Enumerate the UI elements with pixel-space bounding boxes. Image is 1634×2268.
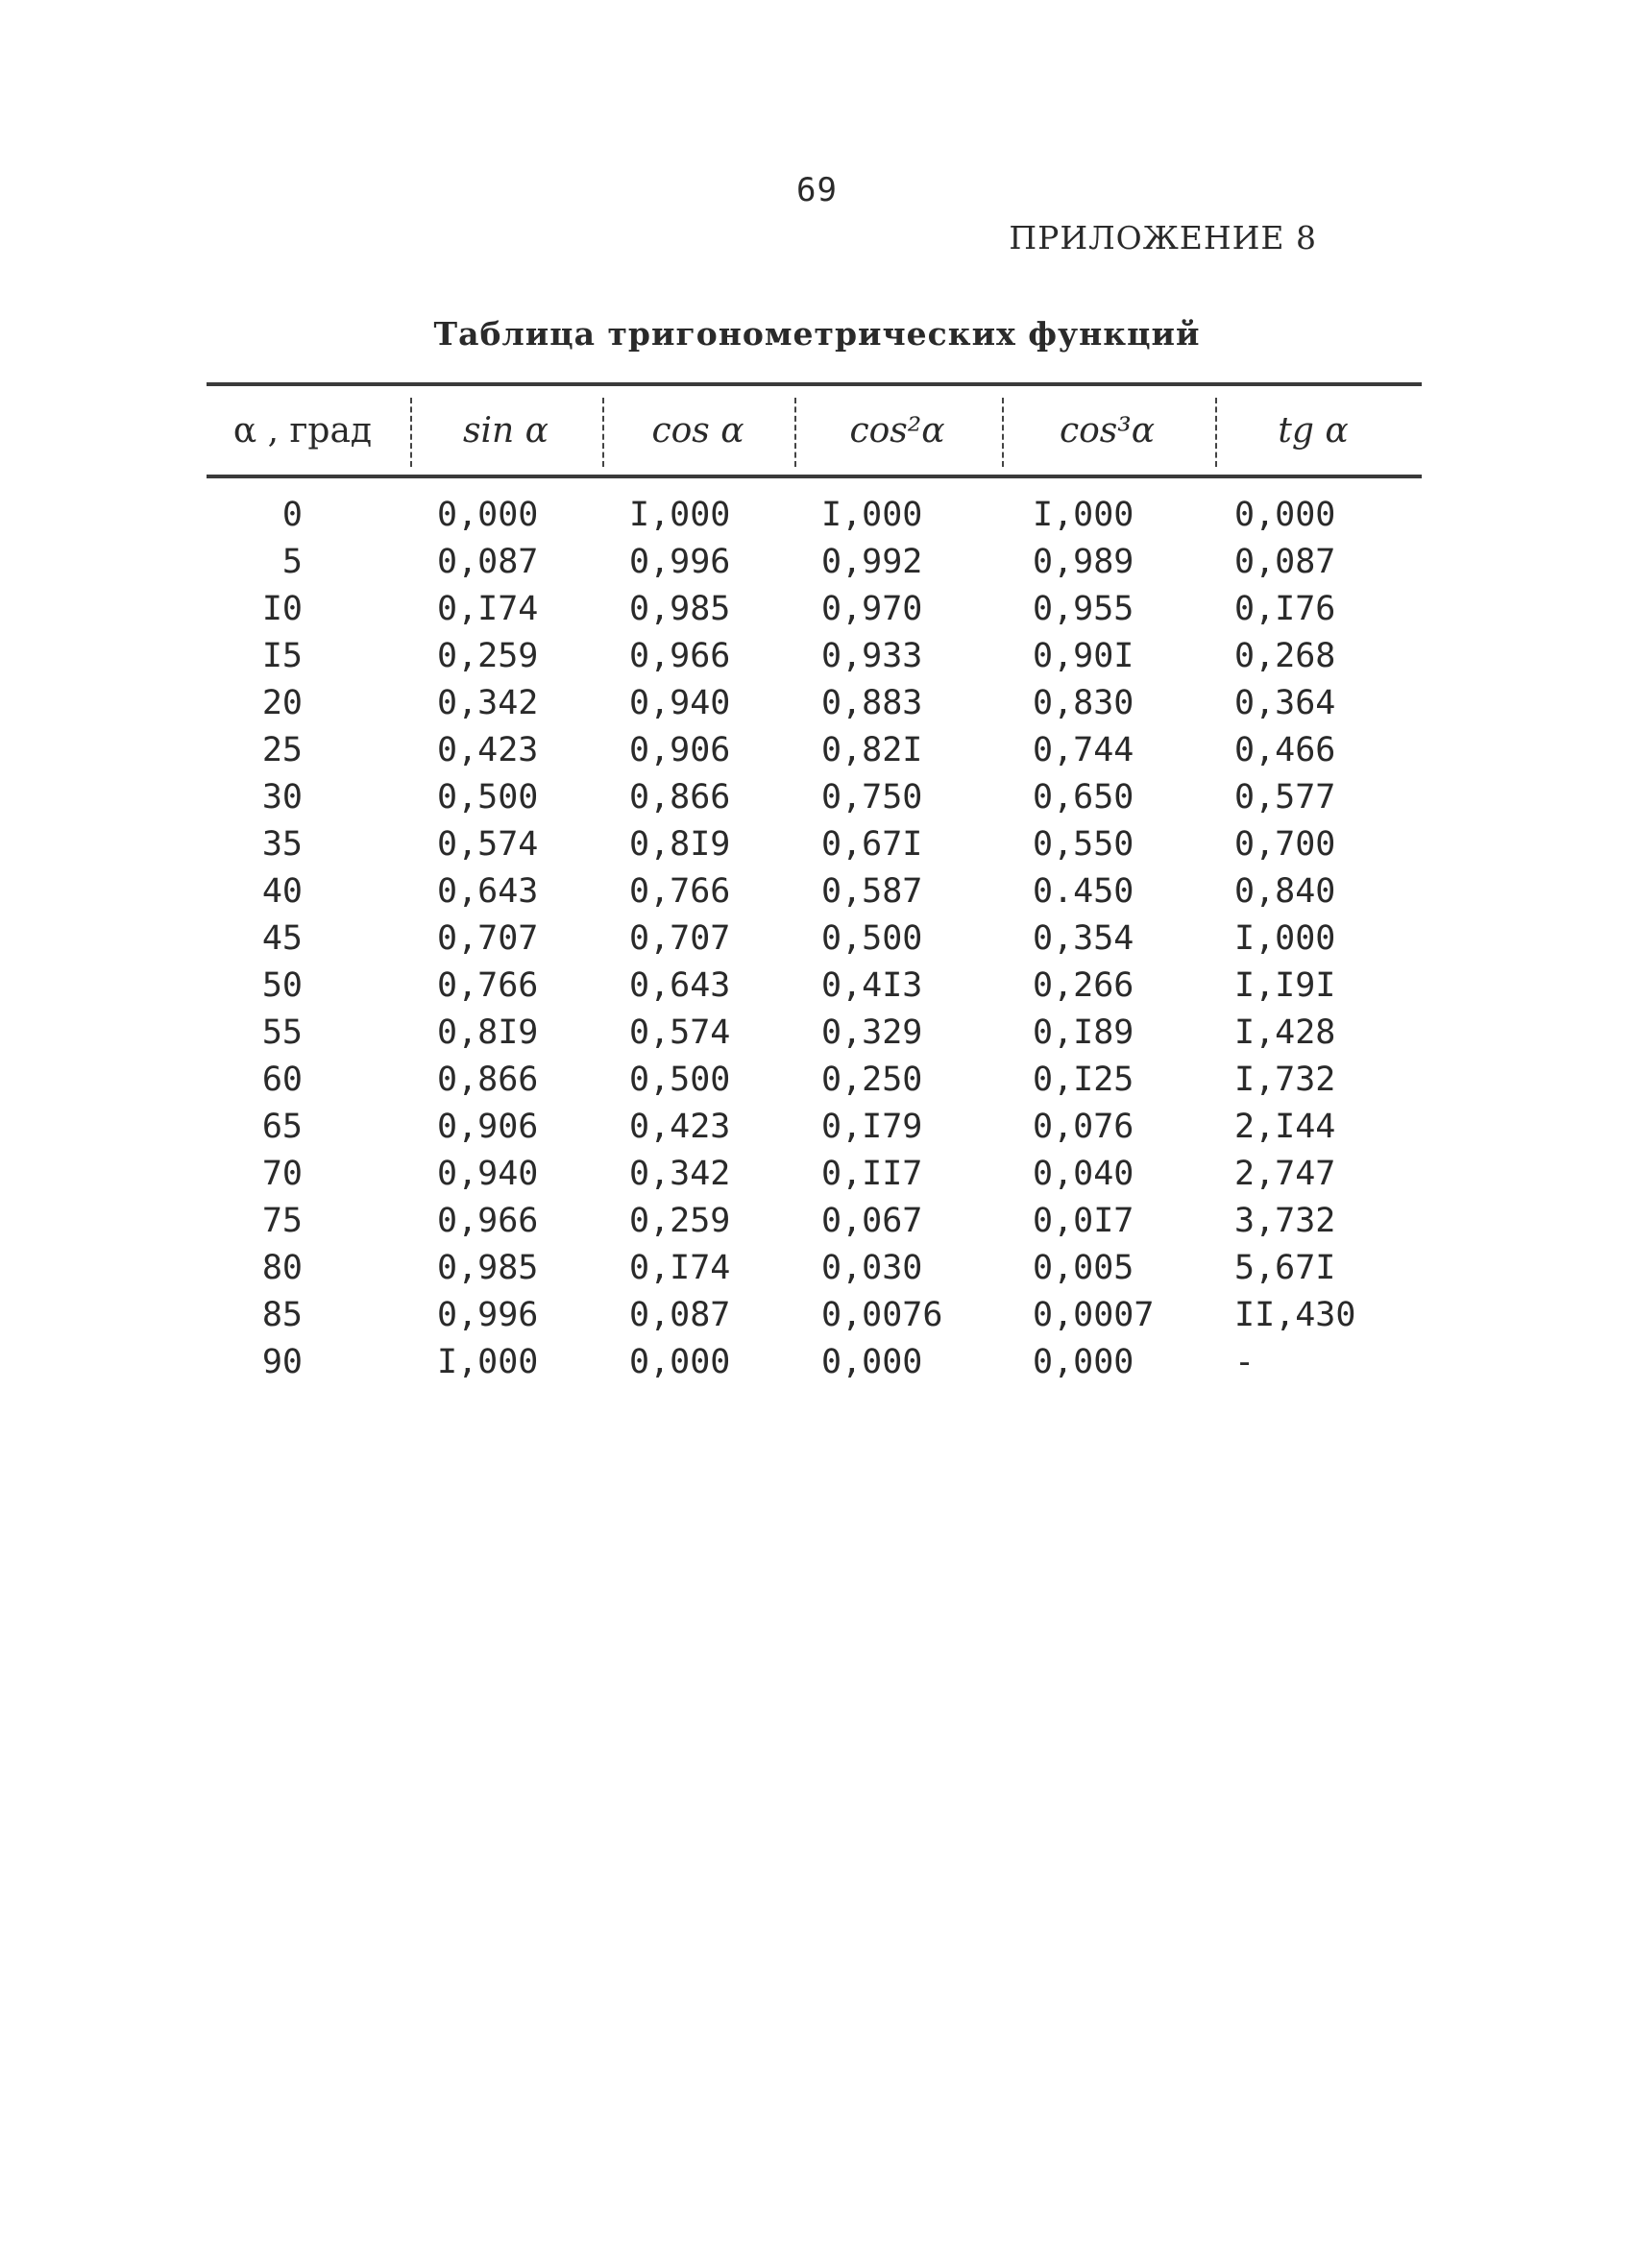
cell-angle: 40 [261, 872, 303, 911]
cell-cos: 0,500 [629, 1061, 731, 1099]
cell-angle: 50 [261, 966, 303, 1005]
table-row [207, 1010, 1422, 1057]
table-header [207, 388, 1422, 473]
cell-cos: 0,940 [629, 684, 731, 722]
cell-cos3: 0,005 [1033, 1249, 1134, 1287]
cell-sin: 0,866 [437, 1061, 539, 1099]
cell-tg: II,430 [1234, 1296, 1356, 1334]
cell-angle: 85 [261, 1296, 303, 1334]
table-row [207, 1151, 1422, 1198]
cell-cos2: 0,933 [821, 637, 923, 675]
table-title: Таблица тригонометрических функций [433, 315, 1201, 353]
cell-cos3: 0,000 [1033, 1343, 1134, 1381]
appendix-label: ПРИЛОЖЕНИЕ 8 [1009, 219, 1317, 256]
cell-sin: 0,8I9 [437, 1013, 539, 1052]
table-row [207, 1245, 1422, 1292]
cell-cos3: 0,040 [1033, 1155, 1134, 1193]
header-tg: tg α [1278, 410, 1349, 451]
header-cos: cos α [651, 410, 744, 451]
table-row [207, 1198, 1422, 1245]
table-row [207, 868, 1422, 915]
table-row [207, 586, 1422, 633]
cell-cos2: 0,992 [821, 543, 923, 581]
table-row [207, 1292, 1422, 1339]
cell-angle: 90 [261, 1343, 303, 1381]
cell-tg: I,732 [1234, 1061, 1336, 1099]
cell-angle: 20 [261, 684, 303, 722]
cell-cos2: 0,030 [821, 1249, 923, 1287]
cell-tg: I,000 [1234, 919, 1336, 958]
cell-cos3: 0,0007 [1033, 1296, 1155, 1334]
table-row [207, 492, 1422, 539]
cell-angle: 35 [261, 825, 303, 864]
cell-cos3: 0,955 [1033, 590, 1134, 628]
cell-cos3: 0,650 [1033, 778, 1134, 817]
cell-cos: 0,8I9 [629, 825, 731, 864]
cell-cos3: 0,550 [1033, 825, 1134, 864]
table-header-rule [207, 475, 1422, 478]
page-number: 69 [796, 171, 838, 209]
cell-cos: 0,985 [629, 590, 731, 628]
cell-cos: 0,423 [629, 1108, 731, 1146]
cell-tg: 0,840 [1234, 872, 1336, 911]
cell-cos: 0,087 [629, 1296, 731, 1334]
cell-cos2: 0,II7 [821, 1155, 923, 1193]
cell-angle: 70 [261, 1155, 303, 1193]
cell-cos2: 0,000 [821, 1343, 923, 1381]
cell-cos3: 0,I89 [1033, 1013, 1134, 1052]
table-row [207, 1057, 1422, 1104]
cell-cos2: 0,0076 [821, 1296, 943, 1334]
header-cos2: cos²α [849, 410, 945, 451]
table-body [207, 492, 1422, 1386]
cell-tg: 5,67I [1234, 1249, 1336, 1287]
cell-sin: 0,707 [437, 919, 539, 958]
cell-tg: 0,087 [1234, 543, 1336, 581]
cell-cos2: 0,750 [821, 778, 923, 817]
cell-cos2: 0,I79 [821, 1108, 923, 1146]
cell-tg: 0,700 [1234, 825, 1336, 864]
cell-cos: 0,996 [629, 543, 731, 581]
cell-cos: 0,000 [629, 1343, 731, 1381]
table-top-rule [207, 382, 1422, 386]
header-angle: α , град [232, 410, 373, 451]
cell-cos3: 0,0I7 [1033, 1202, 1134, 1240]
cell-cos3: 0,266 [1033, 966, 1134, 1005]
cell-tg: 0,466 [1234, 731, 1336, 769]
table-row [207, 1104, 1422, 1151]
cell-cos: 0,766 [629, 872, 731, 911]
cell-cos: 0,643 [629, 966, 731, 1005]
cell-sin: 0,966 [437, 1202, 539, 1240]
cell-cos: 0,259 [629, 1202, 731, 1240]
cell-angle: I0 [261, 590, 303, 628]
table-row [207, 1339, 1422, 1386]
cell-angle: 55 [261, 1013, 303, 1052]
cell-angle: 5 [281, 543, 303, 581]
cell-cos3: 0,076 [1033, 1108, 1134, 1146]
table-row [207, 915, 1422, 963]
cell-cos2: 0,587 [821, 872, 923, 911]
cell-sin: 0,087 [437, 543, 539, 581]
cell-cos3: I,000 [1033, 496, 1134, 534]
cell-sin: 0,643 [437, 872, 539, 911]
table-row [207, 727, 1422, 774]
cell-tg: 0,I76 [1234, 590, 1336, 628]
cell-tg: 3,732 [1234, 1202, 1336, 1240]
cell-sin: 0,259 [437, 637, 539, 675]
cell-tg: 0,577 [1234, 778, 1336, 817]
cell-tg: 2,I44 [1234, 1108, 1336, 1146]
cell-sin: 0,906 [437, 1108, 539, 1146]
table-row [207, 633, 1422, 680]
cell-tg: 0,364 [1234, 684, 1336, 722]
cell-cos3: 0,354 [1033, 919, 1134, 958]
cell-sin: 0,940 [437, 1155, 539, 1193]
table-row [207, 821, 1422, 868]
cell-angle: 0 [281, 496, 303, 534]
cell-cos2: 0,067 [821, 1202, 923, 1240]
cell-angle: I5 [261, 637, 303, 675]
cell-tg: 0,000 [1234, 496, 1336, 534]
cell-sin: 0,985 [437, 1249, 539, 1287]
cell-cos: 0,966 [629, 637, 731, 675]
header-cos3: cos³α [1059, 410, 1156, 451]
cell-angle: 80 [261, 1249, 303, 1287]
cell-cos: 0,906 [629, 731, 731, 769]
cell-cos2: 0,970 [821, 590, 923, 628]
cell-cos: 0,342 [629, 1155, 731, 1193]
cell-sin: 0,500 [437, 778, 539, 817]
cell-cos2: 0,500 [821, 919, 923, 958]
table-row [207, 680, 1422, 727]
cell-sin: 0,996 [437, 1296, 539, 1334]
cell-cos: 0,I74 [629, 1249, 731, 1287]
cell-cos3: 0,830 [1033, 684, 1134, 722]
cell-cos3: 0,744 [1033, 731, 1134, 769]
cell-sin: I,000 [437, 1343, 539, 1381]
cell-cos2: 0,82I [821, 731, 923, 769]
cell-cos2: 0,4I3 [821, 966, 923, 1005]
cell-angle: 25 [261, 731, 303, 769]
cell-angle: 60 [261, 1061, 303, 1099]
cell-sin: 0,342 [437, 684, 539, 722]
table-row [207, 539, 1422, 586]
cell-tg: - [1234, 1343, 1256, 1381]
cell-cos3: 0,90I [1033, 637, 1134, 675]
cell-cos2: I,000 [821, 496, 923, 534]
cell-angle: 45 [261, 919, 303, 958]
cell-tg: I,I9I [1234, 966, 1336, 1005]
cell-angle: 65 [261, 1108, 303, 1146]
cell-tg: 0,268 [1234, 637, 1336, 675]
cell-angle: 75 [261, 1202, 303, 1240]
cell-cos2: 0,67I [821, 825, 923, 864]
table-row [207, 963, 1422, 1010]
cell-cos3: 0,989 [1033, 543, 1134, 581]
cell-cos: 0,707 [629, 919, 731, 958]
cell-tg: 2,747 [1234, 1155, 1336, 1193]
cell-cos3: 0.450 [1033, 872, 1134, 911]
cell-cos: 0,574 [629, 1013, 731, 1052]
cell-cos2: 0,883 [821, 684, 923, 722]
cell-cos2: 0,329 [821, 1013, 923, 1052]
header-sin: sin α [463, 410, 549, 451]
cell-sin: 0,766 [437, 966, 539, 1005]
cell-sin: 0,I74 [437, 590, 539, 628]
cell-cos3: 0,I25 [1033, 1061, 1134, 1099]
cell-tg: I,428 [1234, 1013, 1336, 1052]
cell-sin: 0,423 [437, 731, 539, 769]
table-row [207, 774, 1422, 821]
cell-cos: I,000 [629, 496, 731, 534]
cell-cos2: 0,250 [821, 1061, 923, 1099]
cell-sin: 0,574 [437, 825, 539, 864]
cell-angle: 30 [261, 778, 303, 817]
cell-sin: 0,000 [437, 496, 539, 534]
cell-cos: 0,866 [629, 778, 731, 817]
